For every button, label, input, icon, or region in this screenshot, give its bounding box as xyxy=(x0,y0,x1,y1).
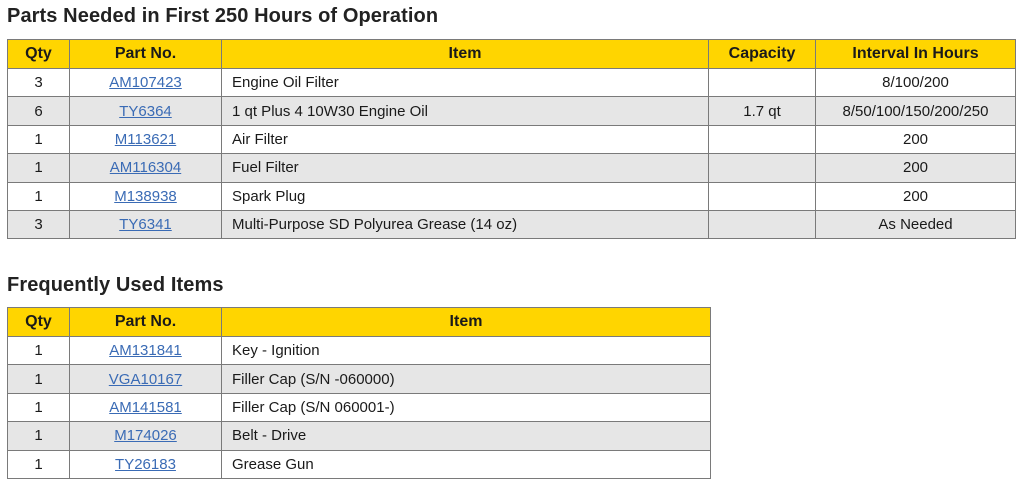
part-link[interactable]: M174026 xyxy=(114,427,177,445)
capacity-cell xyxy=(709,154,816,182)
section-title-parts-needed: Parts Needed in First 250 Hours of Operation xyxy=(7,5,439,27)
part-no-cell xyxy=(70,69,222,97)
item-cell: Grease Gun xyxy=(222,450,711,478)
capacity-cell: 1.7 qt xyxy=(709,97,816,125)
part-link[interactable]: TY6364 xyxy=(119,102,172,120)
qty-cell: 3 xyxy=(8,69,70,97)
table-row xyxy=(8,154,1016,182)
qty-cell: 1 xyxy=(8,337,70,365)
qty-cell: 3 xyxy=(8,210,70,238)
qty-cell: 1 xyxy=(8,125,70,153)
part-link[interactable]: M113621 xyxy=(114,130,177,148)
table-row xyxy=(8,210,1016,238)
col-header-interval: Interval In Hours xyxy=(816,40,1016,69)
col-header-qty: Qty xyxy=(8,40,70,69)
col-header-item: Item xyxy=(222,308,711,337)
part-no-cell xyxy=(70,210,222,238)
table-row xyxy=(8,393,711,421)
item-cell: Filler Cap (S/N -060000) xyxy=(222,365,711,393)
part-link[interactable]: TY6341 xyxy=(119,216,172,234)
interval-cell: 200 xyxy=(816,182,1016,210)
col-header-item: Item xyxy=(222,40,709,69)
item-cell: Fuel Filter xyxy=(222,154,709,182)
qty-cell: 1 xyxy=(8,182,70,210)
part-no-cell xyxy=(70,154,222,182)
part-no-cell xyxy=(70,393,222,421)
col-header-part-no: Part No. xyxy=(70,40,222,69)
part-no-cell xyxy=(70,450,222,478)
item-cell: Filler Cap (S/N 060001-) xyxy=(222,393,711,421)
table-row xyxy=(8,422,711,450)
part-link[interactable]: AM131841 xyxy=(109,342,182,360)
capacity-cell xyxy=(709,182,816,210)
interval-cell: 8/50/100/150/200/250 xyxy=(816,97,1016,125)
part-link[interactable]: TY26183 xyxy=(115,455,176,473)
col-header-qty: Qty xyxy=(8,308,70,337)
table-row xyxy=(8,450,711,478)
table-row xyxy=(8,182,1016,210)
capacity-cell xyxy=(709,125,816,153)
col-header-capacity: Capacity xyxy=(709,40,816,69)
item-cell: Belt - Drive xyxy=(222,422,711,450)
item-cell: Engine Oil Filter xyxy=(222,69,709,97)
item-cell: Air Filter xyxy=(222,125,709,153)
table-row xyxy=(8,97,1016,125)
part-no-cell xyxy=(70,337,222,365)
part-no-cell xyxy=(70,125,222,153)
part-link[interactable]: AM107423 xyxy=(109,74,182,92)
part-no-cell xyxy=(70,422,222,450)
part-no-cell xyxy=(70,97,222,125)
part-no-cell xyxy=(70,182,222,210)
capacity-cell xyxy=(709,69,816,97)
item-cell: Key - Ignition xyxy=(222,337,711,365)
part-link[interactable]: M138938 xyxy=(114,187,177,205)
part-link[interactable]: AM141581 xyxy=(109,398,182,416)
item-cell: Spark Plug xyxy=(222,182,709,210)
frequently-used-table xyxy=(7,307,711,479)
part-no-cell xyxy=(70,365,222,393)
table-header-row xyxy=(8,40,1016,69)
table-row xyxy=(8,337,711,365)
interval-cell: As Needed xyxy=(816,210,1016,238)
capacity-cell xyxy=(709,210,816,238)
qty-cell: 1 xyxy=(8,393,70,421)
qty-cell: 1 xyxy=(8,365,70,393)
table-header-row xyxy=(8,308,711,337)
col-header-part-no: Part No. xyxy=(70,308,222,337)
item-cell: Multi-Purpose SD Polyurea Grease (14 oz) xyxy=(222,210,709,238)
part-link[interactable]: VGA10167 xyxy=(108,370,183,388)
table-row xyxy=(8,365,711,393)
qty-cell: 1 xyxy=(8,154,70,182)
interval-cell: 200 xyxy=(816,154,1016,182)
interval-cell: 200 xyxy=(816,125,1016,153)
qty-cell: 6 xyxy=(8,97,70,125)
interval-cell: 8/100/200 xyxy=(816,69,1016,97)
qty-cell: 1 xyxy=(8,450,70,478)
parts-needed-table xyxy=(7,39,1016,239)
qty-cell: 1 xyxy=(8,422,70,450)
section-title-frequently-used: Frequently Used Items xyxy=(7,274,224,296)
table-row xyxy=(8,125,1016,153)
item-cell: 1 qt Plus 4 10W30 Engine Oil xyxy=(222,97,709,125)
table-row xyxy=(8,69,1016,97)
part-link[interactable]: AM116304 xyxy=(109,159,182,177)
